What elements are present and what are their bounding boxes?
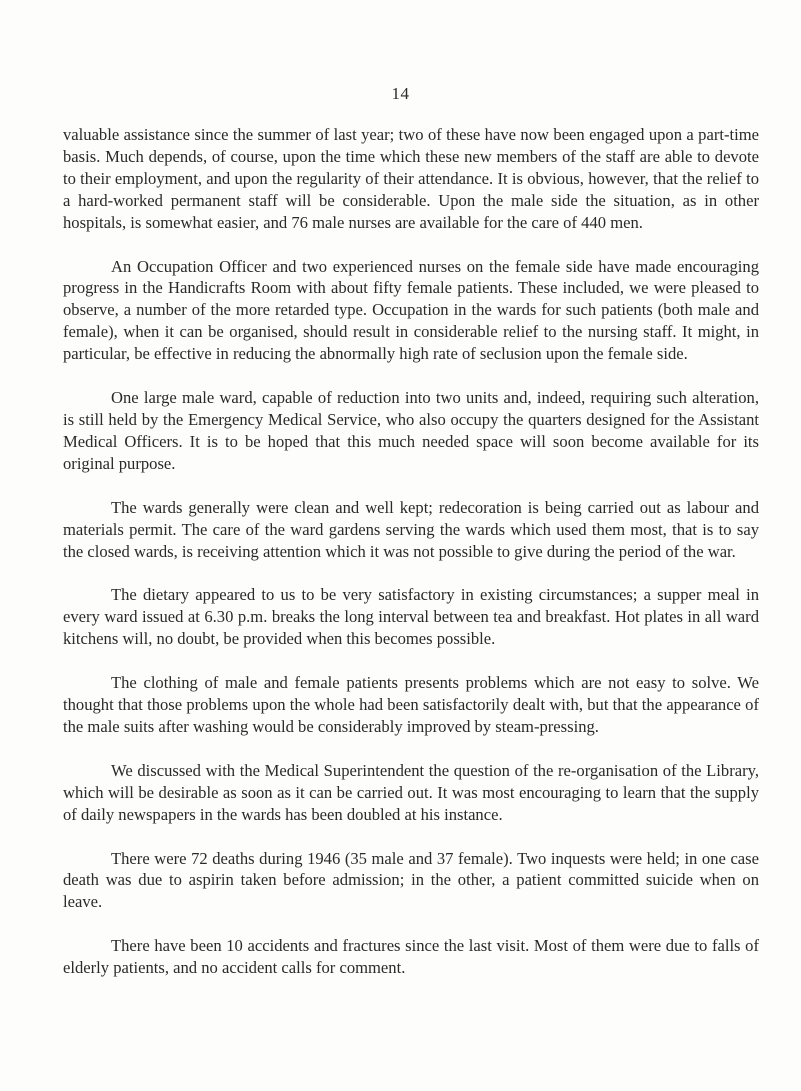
paragraph-nursing-staff: valuable assistance since the summer of last year; two of these have now been engaged upon a part-time basis. Much depends, of course, upon the time which these new members of the staff are able to devote to their employment, and upon the regularity of their attendance. It is obvious, however, that the relief to a hard-worked permanent staff will be considerable. Upon the male side the situation, as in other hospitals, is somewhat easier, and 76 male nurses are available for the care of 440 men.: [63, 125, 759, 232]
paragraph-dietary: The dietary appeared to us to be very satisfactory in existing circumstances; a supper meal in every ward issued at 6.30 p.m. breaks the long interval between tea and breakfast. Hot plates in all ward kitchens will, no doubt, be provided when this becomes possible.: [63, 585, 759, 649]
paragraph-wards: The wards generally were clean and well kept; redecoration is being carried out as labour and materials permit. The care of the ward gardens serving the wards which used them most, that is to say the closed wards, is receiving attention which it was not possible to give during the period of the war.: [63, 497, 759, 561]
paragraph-deaths: There were 72 deaths during 1946 (35 male and 37 female). Two inquests were held; in one case death was due to aspirin taken before admission; in the other, a patient committed suicide when on leave.: [63, 848, 759, 912]
paragraph-accidents: There have been 10 accidents and fractures since the last visit. Most of them were due to falls of elderly patients, and no accident calls for comment.: [63, 936, 759, 978]
report-body: [63, 124, 759, 1001]
paragraph-occupation: An Occupation Officer and two experienced nurses on the female side have made encouraging progress in the Handicrafts Room with about fifty female patients. These included, we were pleased to observe, a number of the more retarded type. Occupation in the wards for such patients (both male and female), when it can be organised, should result in considerable relief to the nursing staff. It might, in particular, be effective in reducing the abnormally high rate of seclusion upon the female side.: [63, 256, 759, 364]
page-number: 14: [391, 84, 410, 103]
paragraph-clothing: The clothing of male and female patients presents problems which are not easy to solve. We thought that those problems upon the whole had been satisfactorily dealt with, but that the appearance of the male suits after washing would be considerably improved by steam-pressing.: [63, 673, 759, 736]
paragraph-male-ward: One large male ward, capable of reduction into two units and, indeed, requiring such alteration, is still held by the Emergency Medical Service, who also occupy the quarters designed for the Assistant Medical Officers. It is to be hoped that this much needed space will soon become available for its original purpose.: [63, 388, 759, 473]
paragraph-library: We discussed with the Medical Superintendent the question of the re-organisation of the Library, which will be desirable as soon as it can be carried out. It was most encouraging to learn that the supply of daily newspapers in the wards has been doubled at his instance.: [63, 760, 759, 824]
